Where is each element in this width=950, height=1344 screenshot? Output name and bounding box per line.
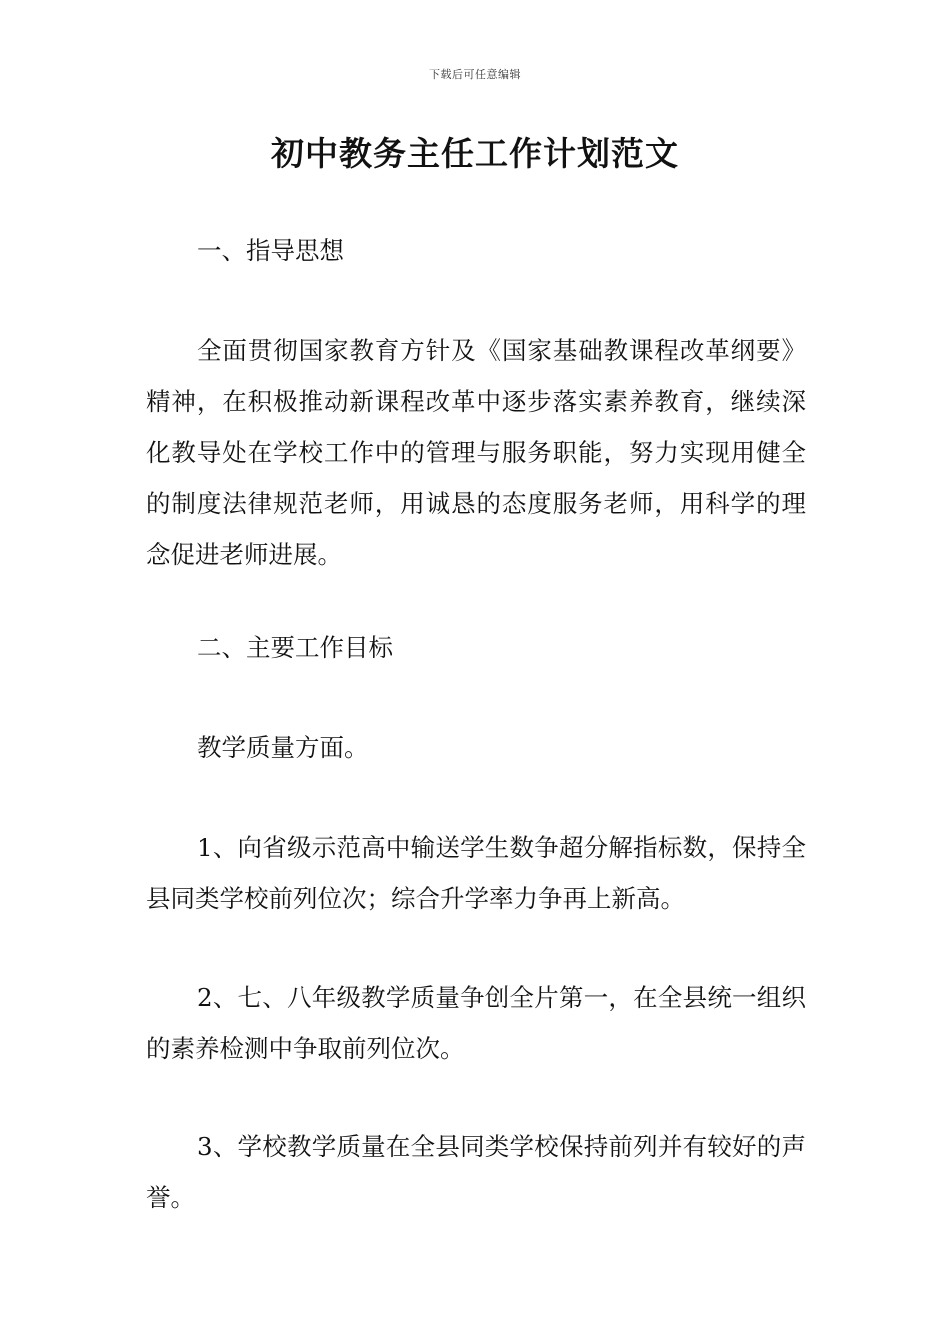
paragraph-teaching-quality: 教学质量方面。 — [197, 733, 369, 762]
section-heading-guiding-ideology: 一、指导思想 — [197, 236, 344, 265]
section-heading-main-goals: 二、主要工作目标 — [197, 633, 393, 662]
paragraph-goal-1: 1、向省级示范高中输送学生数争超分解指标数，保持全县同类学校前列位次；综合升学率力争再上新高。 — [146, 833, 806, 913]
paragraph-goal-3: 3、学校教学质量在全县同类学校保持前列并有较好的声誉。 — [146, 1132, 806, 1212]
paragraph-guiding-ideology: 全面贯彻国家教育方针及《国家基础教课程改革纲要》精神，在积极推动新课程改革中逐步落实素养教育，继续深化教导处在学校工作中的管理与服务职能，努力实现用健全的制度法律规范老师，用诚恳的态度服务老师，用科学的理念促进老师进展。 — [146, 336, 806, 569]
paragraph-goal-2: 2、七、八年级教学质量争创全片第一，在全县统一组织的素养检测中争取前列位次。 — [146, 983, 806, 1063]
header-note: 下载后可任意编辑 — [429, 68, 521, 81]
page-title: 初中教务主任工作计划范文 — [271, 134, 679, 173]
